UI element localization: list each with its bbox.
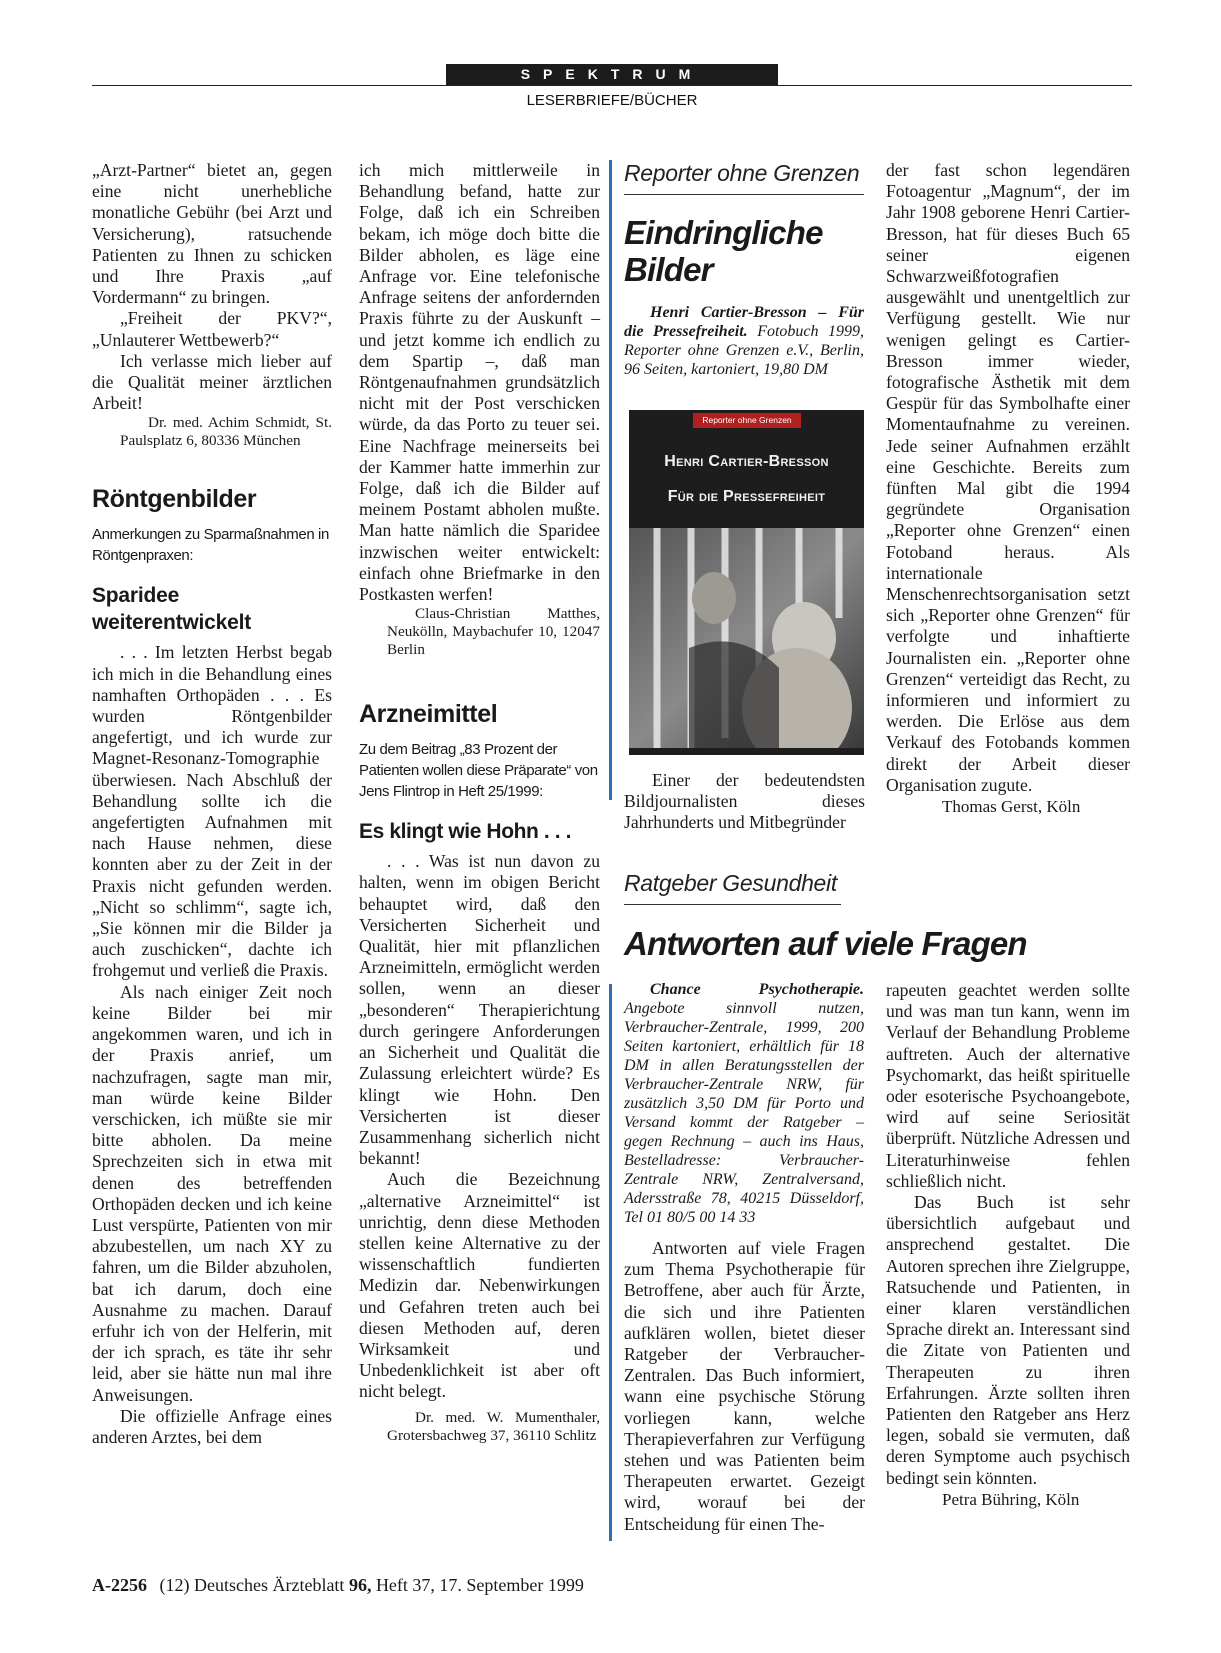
page-code: A-2256 (92, 1575, 147, 1595)
book-info (624, 303, 864, 379)
cover-title-line: Für die Pressefreiheit (667, 488, 826, 505)
letter-paragraph: . . . Was ist nun davon zu halten, wenn im obigen Bericht behauptet wird, daß den Versicherten Sicherheit und Qualität, hier mit pflanzlichen Arzneimitteln, ermöglicht werden sollen, wenn an dieser „besonderen“ Therapierichtung durch geringere Anforderungen an Sicherheit und Qualität die Zulassung erleichtert würde? Es klingt wie Hohn. Den Versicherten ist dieser Zusammenhang sicherlich nicht bekannt! (359, 851, 600, 1169)
review-title: Antworten auf viele Fragen (624, 925, 1027, 962)
review-paragraph: der fast schon legendären Fotoagentur „Magnum“, der im Jahr 1908 geborene Henri Cartier-Bresson, hat für dieses Buch 65 seiner eigenen Schwarzweißfotografien ausgewählt und unentgeltlich zur Verfügung gestellt. Wie nur wenigen gelingt es Cartier-Bresson immer wieder, fotografische Ästhetik mit dem Gespür für das Symbolhafte einer Momentaufnahme zu vereinen. Jede seiner Aufnahmen erzählt eine Geschichte. Bereits zum fünften Mal gibt die 1994 gegründete Organisation „Reporter ohne Grenzen“ einen Fotoband heraus. Als internationale Menschenrechtsorganisation setzt sich „Reporter ohne Grenzen“ für verfolgte und inhaftierte Journalisten ein. „Reporter ohne Grenzen“ verteidigt das Recht, zu informieren und informiert zu werden. Die Erlöse aus dem Verkauf des Fotobands kommen direkt der Arbeit dieser Organisation zugute. (886, 160, 1130, 795)
topic-note: Zu dem Beitrag „83 Prozent der Patienten wollen diese Präparate“ von Jens Flintrop in Heft 25/1999: (359, 741, 598, 801)
book-title: Chance Psychotherapie. (650, 981, 864, 998)
review-title (624, 214, 823, 288)
kicker-rule (624, 194, 864, 195)
letter-paragraph: „Freiheit der PKV?“, „Unlauterer Wettbewerb?“ (92, 308, 332, 350)
review-paragraph: Antworten auf viele Fragen zum Thema Psychotherapie für Betroffene, aber auch für Ärzte, die sich und ihre Patienten aufklären wollen, bietet dieser Ratgeber der Verbraucher-Zentralen. Das Buch informiert, wann eine psychische Störung vorliegen kann, welche Therapieverfahren zur Verfügung stehen und was Patienten beim Therapeuten erwartet. Gezeigt wird, worauf bei der Entscheidung für einen The- (624, 1238, 865, 1534)
review-signature: Petra Bühring, Köln (942, 1489, 1080, 1509)
footer-issue: Heft 37, 17. September 1999 (375, 1575, 584, 1595)
cover-title-line: Henri Cartier-Bresson (664, 453, 829, 470)
review-signature: Thomas Gerst, Köln (942, 797, 1081, 817)
review-kicker: Ratgeber Gesundheit (624, 870, 837, 896)
subsection-label: LESERBRIEFE/BÜCHER (526, 92, 698, 109)
cover-label: Reporter ohne Grenzen (693, 413, 801, 428)
review-text (886, 160, 1130, 817)
letter-paragraph: ich mich mittlerweile in Behandlung befand, hatte zur Folge, daß ich ein Schreiben bekam, ich möge doch bitte die Bilder abholen, es läge eine Anfrage vor. Eine telefonische Anfrage seitens der anfordernden Praxis führte zu der Auskunft – und jetzt komme ich endlich zu dem Spartip –, daß man Röntgenaufnahmen grundsätzlich nicht mit der Post verschicken würde, da das Porto zu teuer sei. Eine Nachfrage meinerseits bei der Kammer hatte immerhin zur Folge, daß ich die Bilder auf meinem Postamt abholen mußte. Man hatte nämlich die Sparidee inzwischen weiter entwickelt: einfach ohne Briefmarke in den Postkasten werfen! (359, 160, 600, 605)
review-title-line: Bilder (624, 251, 713, 288)
book-cover-image (629, 410, 864, 755)
review-paragraph: Das Buch ist sehr übersichtlich aufgebaut und ansprechend gestaltet. Die Autoren sprechen ihre Zielgruppe, Ratsuchende und Patienten, in einer klaren verständlichen Sprache direkt an. Interessant sind die Zitate von Patienten und Therapeuten zu ihren Erfahrungen. Ärzte sollten ihren Patienten den Ratgeber ans Herz legen, sobald sie vermuten, daß deren Symptome auch psychisch bedingt sein könnten. (886, 1192, 1130, 1488)
letter-paragraph: . . . Im letzten Herbst begab ich mich in die Behandlung eines namhaften Orthopäden . . . Es wurden Röntgenbilder angefertigt, und ich wurde zur Magnet-Resonanz-Tomographie überwiesen. Nach Abschluß der Behandlung sollte ich die angefertigten Aufnahmen mit nach Hause nehmen, diese konnten aber zu der Zeit in der Praxis nicht gefunden werden. „Nicht so schlimm“, sagte ich, „Sie können mir die Bilder ja auch zuschicken“, dachte ich frohgemut und verließ die Praxis. (92, 642, 332, 981)
letter-paragraph: Auch die Bezeichnung „alternative Arzneimittel“ ist unrichtig, denn diese Methoden stellen keine Alternative zu der wissenschaftlich fundierten Medizin dar. Nebenwirkungen und Gefahren treten auch bei diesen Methoden auf, deren Wirksamkeit und Unbedenklichkeit ist aber oft nicht belegt. (359, 1169, 600, 1402)
header-rule (92, 85, 1132, 86)
letter-paragraph: Ich verlasse mich lieber auf die Qualität meiner ärztlichen Arbeit! (92, 350, 332, 414)
letter-paragraph: Die offizielle Anfrage eines anderen Arztes, bei dem (92, 1405, 332, 1447)
letter-signature: Dr. med. Achim Schmidt, St. Paulsplatz 6, 80336 München (120, 414, 332, 450)
column-divider (609, 160, 612, 800)
letter-paragraph: „Arzt-Partner“ bietet an, gegen eine nicht unerhebliche monatliche Gebühr (bei Arzt und Versicherung), ratsuchende Patienten zu Ihnen zu schicken und Ihre Praxis „auf Vordermann“ zu bringen. (92, 160, 332, 308)
column-2 (359, 160, 600, 1445)
letter-paragraph: Als nach einiger Zeit noch keine Bilder bei mir angekommen waren, und ich in der Praxis anrief, um nachzufragen, sagte man mir, man würde keine Bilder verschicken, ich müßte sie mir bitte abholen. Da meine Sprechzeiten sich in etwa mit denen des betreffenden Orthopäden decken und ich keine Lust verspürte, Patienten von mir abzubestellen, um nach XY zu fahren, um die Bilder abzuholen, bat ich darum, doch eine Ausnahme zu machen. Darauf erfuhr ich von der Helferin, mit der ich sprach, es täte ihr sehr leid, aber sie hätte nun mal ihre Anweisungen. (92, 981, 332, 1405)
review-kicker: Reporter ohne Grenzen (624, 160, 860, 186)
book-info (624, 980, 864, 1227)
topic-note: Anmerkungen zu Sparmaßnahmen in Röntgenpraxen: (92, 526, 329, 565)
cover-photo (629, 528, 864, 748)
page-footer (92, 1575, 584, 1596)
footer-publication: (12) Deutsches Ärzteblatt (159, 1575, 345, 1595)
book-title: Henri Cartier-Bresson – Für die Pressefreiheit. (624, 304, 864, 340)
column-divider (609, 984, 612, 1541)
review-text (624, 770, 865, 834)
letter-signature: Claus-Christian Matthes, Neukölln, Maybachufer 10, 12047 Berlin (387, 605, 600, 659)
letter-heading: Sparidee weiterentwickelt (92, 584, 252, 635)
column-1 (92, 160, 332, 1448)
review-paragraph: Einer der bedeutendsten Bildjournalisten dieses Jahrhunderts und Mitbegründer (624, 770, 865, 833)
topic-heading: Röntgenbilder (92, 485, 257, 514)
review-text (886, 980, 1130, 1510)
kicker-rule (624, 904, 841, 905)
book-details: Fotobuch 1999, Reporter ohne Grenzen e.V., Berlin, 96 Seiten, kartoniert, 19,80 DM (624, 323, 864, 378)
book-details: Angebote sinnvoll nutzen, Verbraucher-Zentrale, 1999, 200 Seiten kartoniert, erhältlich für 18 DM in allen Beratungsstellen der Verbraucher-Zentrale NRW, für zusätzlich 3,50 DM für Porto und Versand kommt der Ratgeber – gegen Rechnung – auch ins Haus, Bestelladresse: Verbraucher-Zentrale NRW, Zentralversand, Adersstraße 78, 40215 Düsseldorf, Tel 01 80/5 00 14 33 (624, 1000, 864, 1226)
topic-heading: Arzneimittel (359, 700, 498, 729)
footer-volume: 96, (348, 1575, 372, 1595)
letter-heading: Es klingt wie Hohn . . . (359, 820, 572, 844)
section-label: SPEKTRUM (446, 64, 778, 85)
review-paragraph: rapeuten geachtet werden sollte und was man tun kann, wenn im Verlauf der Behandlung Probleme auftreten. Auch der alternative Psychomarkt, das heißt spirituelle oder esoterische Psychoangebote, wird auf seine Seriosität überprüft. Nützliche Adressen und Literaturhinweise fehlen schließlich nicht. (886, 980, 1130, 1191)
letter-signature: Dr. med. W. Mumenthaler, Grotersbachweg 37, 36110 Schlitz (387, 1408, 600, 1444)
review-text (624, 1238, 865, 1535)
review-title-line: Eindringliche (624, 214, 823, 251)
